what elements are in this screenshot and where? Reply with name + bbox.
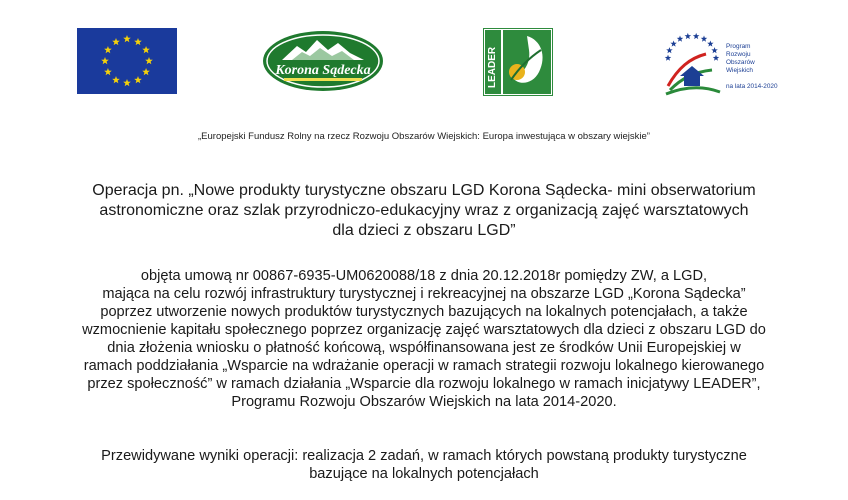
prow-text-1: Program	[726, 43, 751, 50]
prow-text-5: na lata 2014-2020	[726, 83, 778, 90]
results-line-1: Przewidywane wyniki operacji: realizacja 2 zadań, w ramach których powstaną produkty turystyczne	[101, 448, 747, 464]
prow-star-icon	[711, 47, 717, 53]
korona-sadecka-logo	[262, 30, 384, 92]
agreement-line-7: przez społeczność” w ramach działania „Wsparcie dla rozwoju lokalnego w ramach inicjatywy LEADER”,	[87, 376, 761, 392]
prow-star-icon	[693, 33, 699, 39]
agreement-line-1: objęta umową nr 00867-6935-UM0620088/18 z dnia 20.12.2018r pomiędzy ZW, a LGD,	[140, 268, 708, 284]
svg-text:Korona Sądecka: Korona Sądecka	[275, 63, 371, 78]
prow-star-icon	[701, 36, 707, 42]
agreement-line-5: dnia złożenia wniosku o płatność końcową, współfinansowana jest ze środków Unii Europejskiej w	[107, 340, 741, 356]
prow-star-icon	[713, 55, 719, 61]
prow-star-icon	[670, 40, 676, 46]
prow-logo	[660, 28, 790, 96]
operation-title-line-1: Operacja pn. „Nowe produkty turystyczne obszaru LGD Korona Sądecka- mini obserwatorium	[92, 182, 756, 199]
agreement-line-2: mająca na celu rozwój infrastruktury turystycznej i rekreacyjnej na obszarze LGD „Korona Sądecka”	[102, 286, 746, 302]
prow-star-icon	[666, 47, 672, 53]
efrrow-slogan: „Europejski Fundusz Rolny na rzecz Rozwoju Obszarów Wiejskich: Europa inwestująca w obszary wiejskie”	[198, 131, 650, 142]
leader-logo	[483, 28, 553, 96]
operation-title-line-3: dla dzieci z obszaru LGD”	[332, 222, 516, 239]
eu-flag-logo	[77, 28, 177, 94]
agreement-line-3: poprzez utworzenie nowych produktów turystycznych bazujących na lokalnych potencjałach, a także	[100, 304, 748, 320]
prow-star-icon	[707, 40, 713, 46]
agreement-line-6: ramach poddziałania „Wsparcie na wdrażanie operacji w ramach strategii rozwoju lokalnego kierowanego	[83, 358, 765, 374]
agreement-line-4: wzmocnienie kapitału społecznego poprzez organizację zajęć warsztatowych dla dzieci z obszaru LGD do	[82, 322, 766, 338]
prow-star-icon	[677, 36, 683, 42]
prow-text-3: Obszarów	[726, 59, 755, 66]
results-line-2: bazujące na lokalnych potencjałach	[309, 466, 539, 482]
logo-strip	[0, 0, 848, 120]
prow-text-2: Rozwoju	[726, 51, 751, 58]
svg-text:LEADER: LEADER	[487, 46, 498, 88]
prow-text-4: Wiejskich	[726, 67, 753, 74]
prow-star-icon	[685, 33, 691, 39]
prow-star-icon	[665, 55, 671, 61]
operation-title-line-2: astronomiczne oraz szlak przyrodniczo-edukacyjny wraz z organizacją zajęć warsztatowych	[99, 202, 749, 219]
agreement-line-8: Programu Rozwoju Obszarów Wiejskich na lata 2014-2020.	[231, 394, 617, 410]
